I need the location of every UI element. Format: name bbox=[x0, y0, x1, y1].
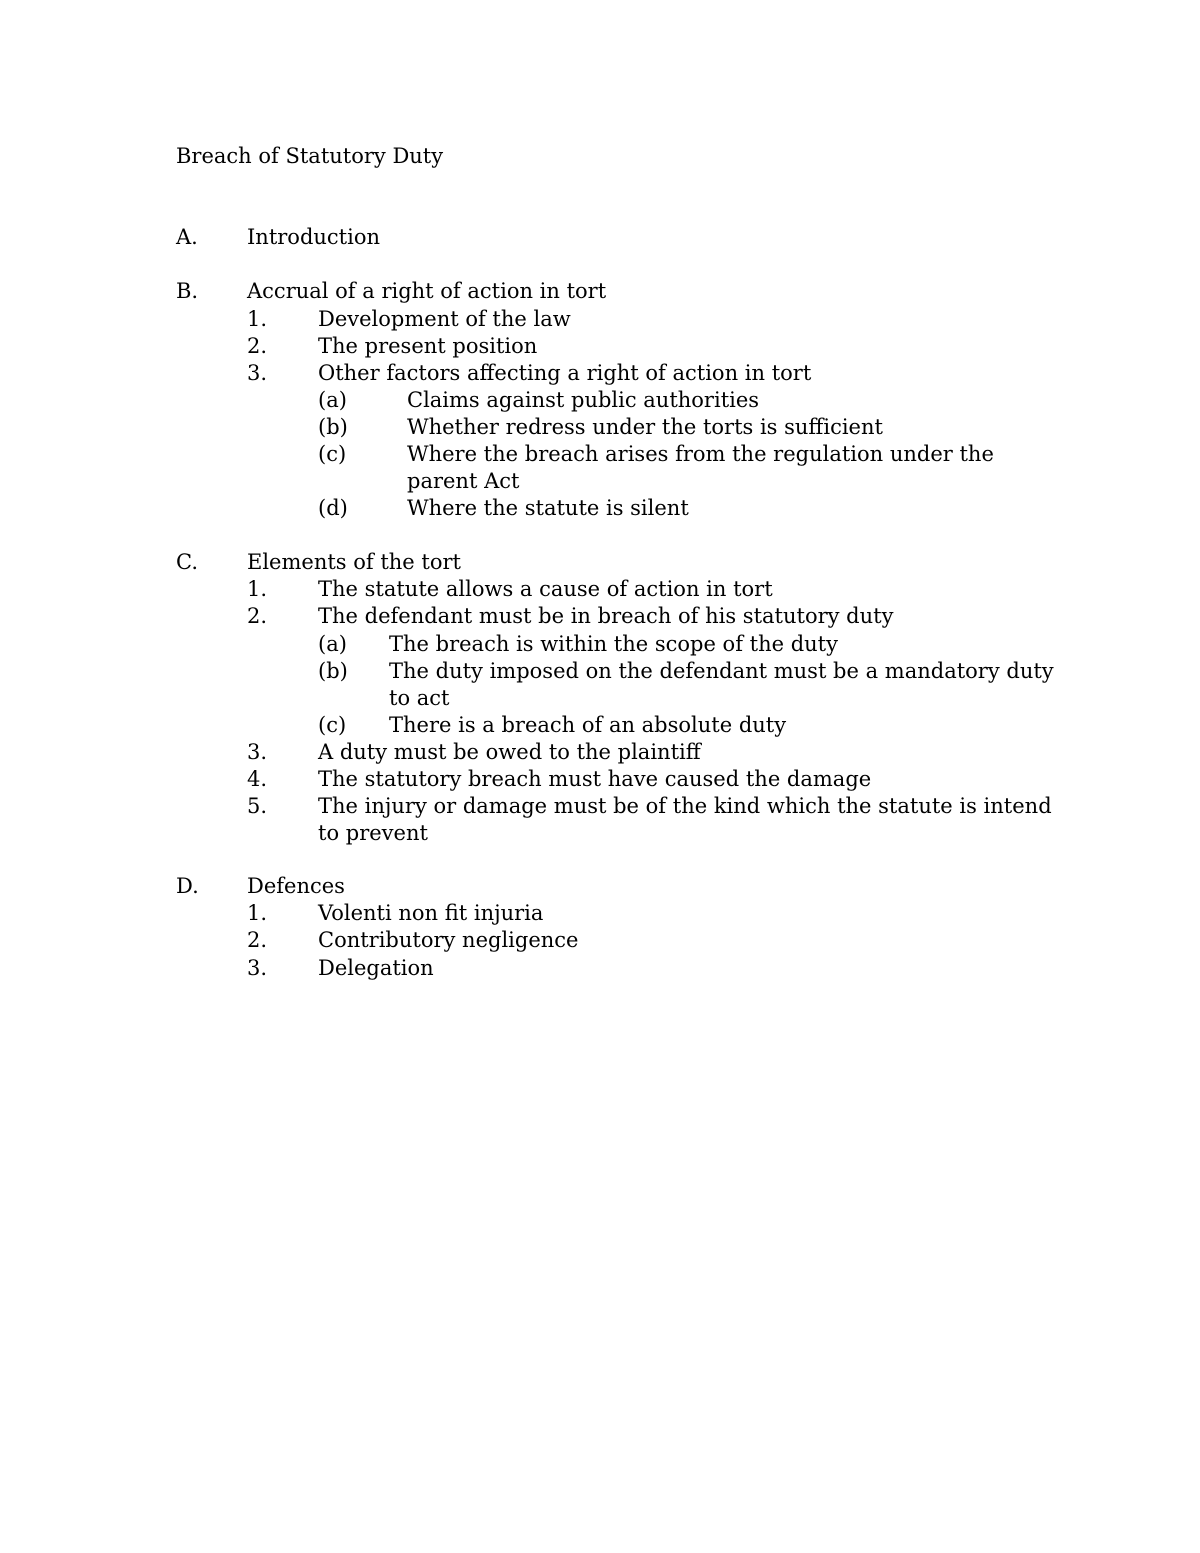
subitem-text: There is a breach of an absolute duty bbox=[389, 713, 787, 737]
item-text: Volenti non fit injuria bbox=[318, 901, 544, 925]
subitem-text-continuation: parent Act bbox=[407, 469, 520, 493]
section-heading-text: Introduction bbox=[247, 225, 380, 249]
subitem-text: Where the statute is silent bbox=[407, 496, 689, 520]
subitem-text: Whether redress under the torts is sufficient bbox=[407, 415, 883, 439]
document-title: Breach of Statutory Duty bbox=[176, 144, 444, 168]
item-text: Development of the law bbox=[318, 307, 571, 331]
subitem-text: The breach is within the scope of the duty bbox=[389, 632, 838, 656]
section-heading-text: Accrual of a right of action in tort bbox=[247, 279, 607, 303]
item-text: The present position bbox=[318, 334, 538, 358]
subitem-text: Claims against public authorities bbox=[407, 388, 760, 412]
subitem-marker: (b) bbox=[318, 415, 348, 439]
section-marker: C. bbox=[176, 550, 198, 574]
subitem-marker: (c) bbox=[318, 713, 347, 737]
item-text: Delegation bbox=[318, 956, 434, 980]
section-heading-text: Defences bbox=[247, 874, 345, 898]
subitem-marker: (b) bbox=[318, 659, 348, 683]
item-marker: 3. bbox=[247, 361, 268, 385]
item-marker: 3. bbox=[247, 740, 268, 764]
item-text-continuation: to prevent bbox=[318, 821, 428, 845]
item-text: The injury or damage must be of the kind which the statute is intend bbox=[318, 794, 1052, 818]
item-marker: 1. bbox=[247, 577, 268, 601]
item-text: Other factors affecting a right of action in tort bbox=[318, 361, 812, 385]
subitem-text: Where the breach arises from the regulation under the bbox=[407, 442, 994, 466]
item-text: A duty must be owed to the plaintiff bbox=[318, 740, 701, 764]
subitem-text-continuation: to act bbox=[389, 686, 450, 710]
item-marker: 5. bbox=[247, 794, 268, 818]
subitem-text: The duty imposed on the defendant must be a mandatory duty bbox=[389, 659, 1054, 683]
section-heading-text: Elements of the tort bbox=[247, 550, 461, 574]
item-text: The statute allows a cause of action in tort bbox=[318, 577, 773, 601]
item-marker: 1. bbox=[247, 901, 268, 925]
section-marker: D. bbox=[176, 874, 199, 898]
item-text: The defendant must be in breach of his statutory duty bbox=[318, 604, 894, 628]
section-marker: B. bbox=[176, 279, 199, 303]
item-marker: 2. bbox=[247, 928, 268, 952]
subitem-marker: (c) bbox=[318, 442, 347, 466]
subitem-marker: (a) bbox=[318, 632, 347, 656]
item-marker: 3. bbox=[247, 956, 268, 980]
item-text: Contributory negligence bbox=[318, 928, 579, 952]
subitem-marker: (d) bbox=[318, 496, 348, 520]
item-marker: 2. bbox=[247, 334, 268, 358]
item-marker: 1. bbox=[247, 307, 268, 331]
item-marker: 4. bbox=[247, 767, 268, 791]
section-marker: A. bbox=[176, 225, 198, 249]
item-text: The statutory breach must have caused the damage bbox=[318, 767, 872, 791]
item-marker: 2. bbox=[247, 604, 268, 628]
subitem-marker: (a) bbox=[318, 388, 347, 412]
